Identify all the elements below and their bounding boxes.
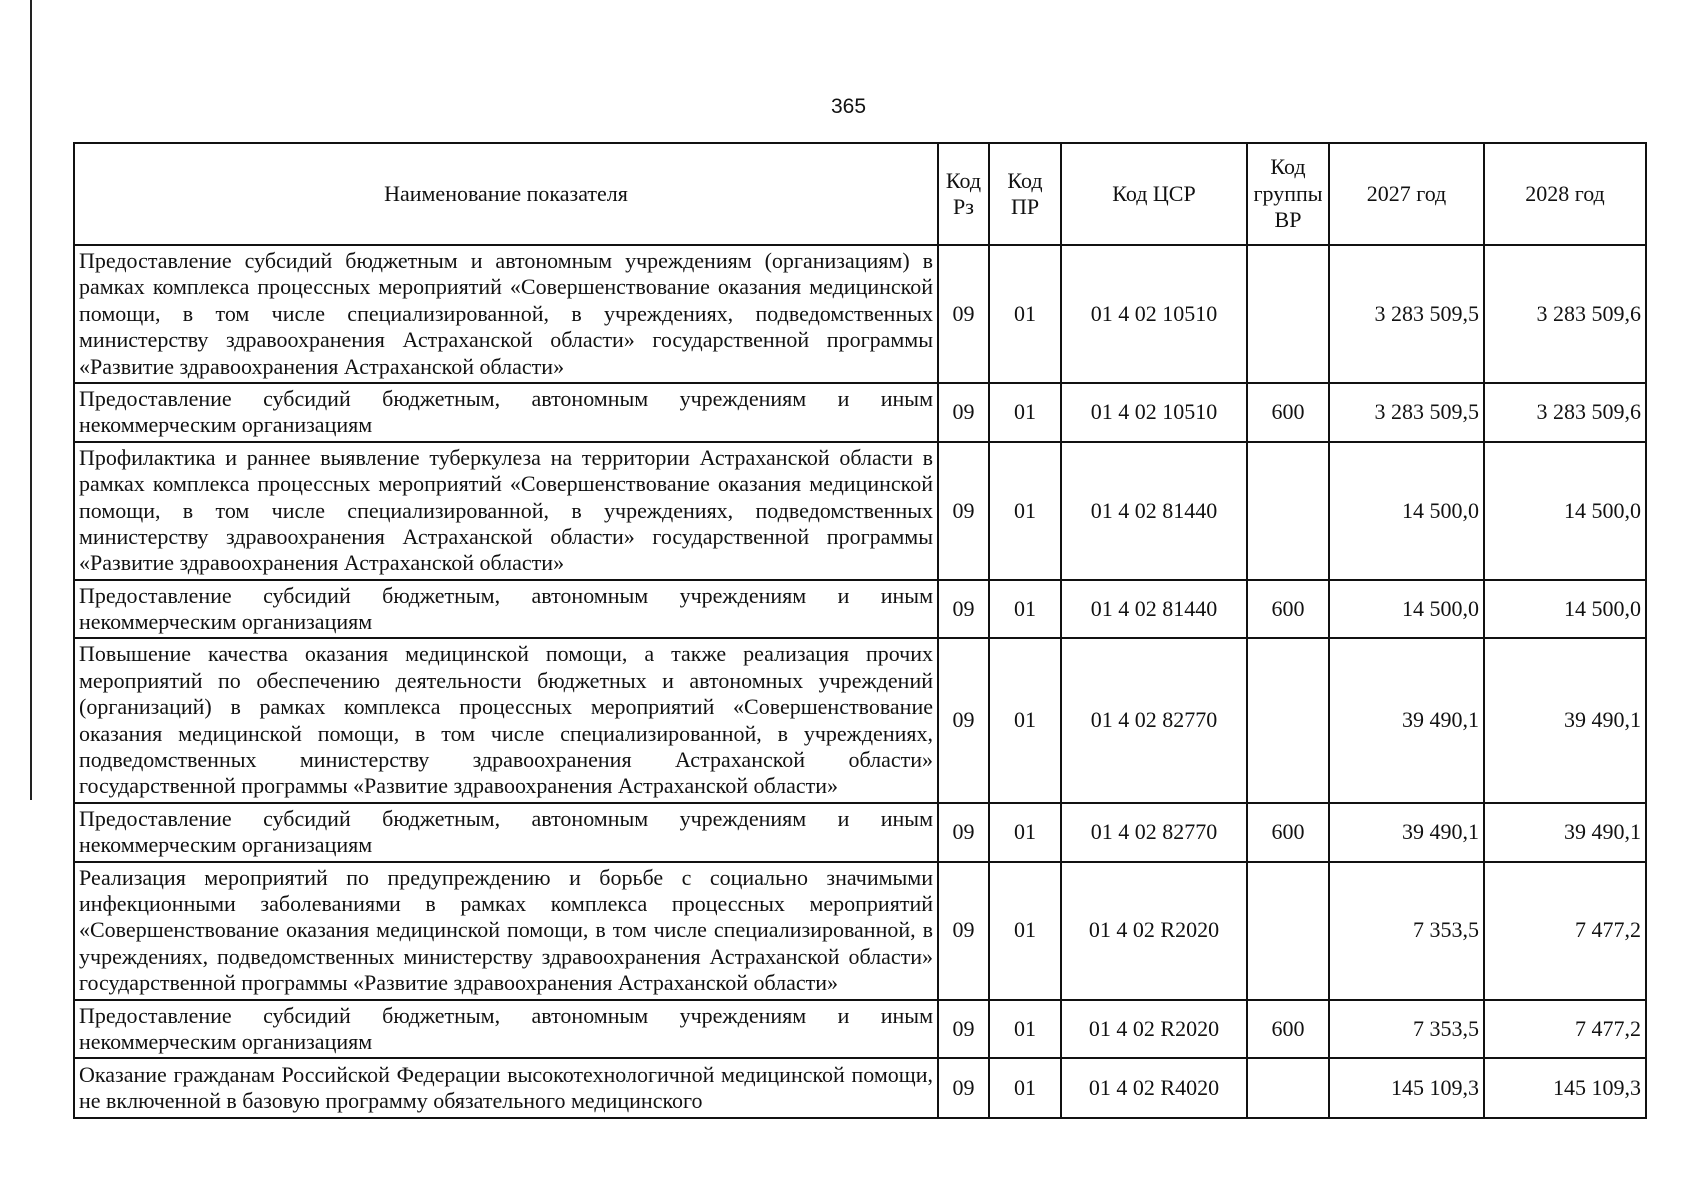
row-vr: 600	[1247, 1000, 1329, 1059]
row-2028: 39 490,1	[1484, 638, 1646, 802]
row-2028: 3 283 509,6	[1484, 245, 1646, 383]
row-rz: 09	[938, 383, 989, 442]
row-2027: 3 283 509,5	[1329, 383, 1484, 442]
row-vr	[1247, 245, 1329, 383]
table-row	[74, 580, 1646, 639]
row-name: Предоставление субсидий бюджетным и автономным учреждениям (организациям) в рамках комплекса процессных мероприятий «Совершенствование оказания медицинской помощи, в том числе специализированной, в учреждениях, подведомственных министерству здравоохранения Астраханской области» государственной программы «Развитие здравоохранения Астраханской области»	[74, 245, 938, 383]
row-2028: 14 500,0	[1484, 580, 1646, 639]
row-pr: 01	[989, 862, 1061, 1000]
table-row	[74, 803, 1646, 862]
row-pr: 01	[989, 383, 1061, 442]
row-name: Предоставление субсидий бюджетным, автономным учреждениям и иным некоммерческим организациям	[74, 383, 938, 442]
row-csr: 01 4 02 81440	[1061, 580, 1247, 639]
row-2027: 145 109,3	[1329, 1058, 1484, 1118]
row-name: Повышение качества оказания медицинской помощи, а также реализация прочих мероприятий по обеспечению деятельности бюджетных и автономных учреждений (организаций) в рамках комплекса процессных мероприятий «Совершенствование оказания медицинской помощи, в том числе специализированной, в учреждениях, подведомственных министерству здравоохранения Астраханской области» государственной программы «Развитие здравоохранения Астраханской области»	[74, 638, 938, 802]
header-row	[74, 143, 1646, 245]
table-row	[74, 383, 1646, 442]
row-rz: 09	[938, 580, 989, 639]
row-vr: 600	[1247, 383, 1329, 442]
row-rz: 09	[938, 638, 989, 802]
row-rz: 09	[938, 862, 989, 1000]
row-pr: 01	[989, 442, 1061, 580]
row-2028: 14 500,0	[1484, 442, 1646, 580]
row-name: Реализация мероприятий по предупреждению и борьбе с социально значимыми инфекционными заболеваниями в рамках комплекса процессных мероприятий «Совершенствование оказания медицинской помощи, в том числе специализированной, в учреждениях, подведомственных министерству здравоохранения Астраханской области» государственной программы «Развитие здравоохранения Астраханской области»	[74, 862, 938, 1000]
row-vr: 600	[1247, 580, 1329, 639]
row-2027: 39 490,1	[1329, 638, 1484, 802]
header-csr: Код ЦСР	[1061, 143, 1247, 245]
row-pr: 01	[989, 638, 1061, 802]
row-csr: 01 4 02 82770	[1061, 803, 1247, 862]
header-name: Наименование показателя	[74, 143, 938, 245]
row-rz: 09	[938, 1058, 989, 1118]
row-name: Профилактика и раннее выявление туберкулеза на территории Астраханской области в рамках комплекса процессных мероприятий «Совершенствование оказания медицинской помощи, в том числе специализированной, в учреждениях, подведомственных министерству здравоохранения Астраханской области» государственной программы «Развитие здравоохранения Астраханской области»	[74, 442, 938, 580]
row-pr: 01	[989, 1000, 1061, 1059]
row-2027: 14 500,0	[1329, 580, 1484, 639]
row-2027: 14 500,0	[1329, 442, 1484, 580]
header-2027: 2027 год	[1329, 143, 1484, 245]
row-name: Оказание гражданам Российской Федерации высокотехнологичной медицинской помощи, не включенной в базовую программу обязательного медицинского	[74, 1058, 938, 1118]
table-row	[74, 1000, 1646, 1059]
row-rz: 09	[938, 803, 989, 862]
budget-table	[73, 142, 1647, 1119]
header-vr: Код группы ВР	[1247, 143, 1329, 245]
row-name: Предоставление субсидий бюджетным, автономным учреждениям и иным некоммерческим организациям	[74, 580, 938, 639]
row-csr: 01 4 02 R2020	[1061, 862, 1247, 1000]
row-vr: 600	[1247, 803, 1329, 862]
margin-rule	[30, 0, 32, 800]
row-2028: 7 477,2	[1484, 862, 1646, 1000]
row-pr: 01	[989, 245, 1061, 383]
row-2028: 7 477,2	[1484, 1000, 1646, 1059]
header-2028: 2028 год	[1484, 143, 1646, 245]
table-row	[74, 638, 1646, 802]
row-vr	[1247, 1058, 1329, 1118]
row-rz: 09	[938, 245, 989, 383]
row-2027: 3 283 509,5	[1329, 245, 1484, 383]
row-vr	[1247, 638, 1329, 802]
header-pr: Код ПР	[989, 143, 1061, 245]
row-name: Предоставление субсидий бюджетным, автономным учреждениям и иным некоммерческим организациям	[74, 1000, 938, 1059]
table-row	[74, 442, 1646, 580]
row-vr	[1247, 862, 1329, 1000]
row-2027: 7 353,5	[1329, 862, 1484, 1000]
row-csr: 01 4 02 R4020	[1061, 1058, 1247, 1118]
table-row	[74, 1058, 1646, 1118]
page-number: 365	[830, 95, 867, 118]
row-name: Предоставление субсидий бюджетным, автономным учреждениям и иным некоммерческим организациям	[74, 803, 938, 862]
row-2027: 39 490,1	[1329, 803, 1484, 862]
row-rz: 09	[938, 442, 989, 580]
row-csr: 01 4 02 10510	[1061, 383, 1247, 442]
row-pr: 01	[989, 803, 1061, 862]
row-pr: 01	[989, 580, 1061, 639]
row-2027: 7 353,5	[1329, 1000, 1484, 1059]
row-2028: 145 109,3	[1484, 1058, 1646, 1118]
row-pr: 01	[989, 1058, 1061, 1118]
row-2028: 3 283 509,6	[1484, 383, 1646, 442]
row-csr: 01 4 02 82770	[1061, 638, 1247, 802]
table-row	[74, 245, 1646, 383]
row-rz: 09	[938, 1000, 989, 1059]
row-csr: 01 4 02 10510	[1061, 245, 1247, 383]
row-2028: 39 490,1	[1484, 803, 1646, 862]
row-vr	[1247, 442, 1329, 580]
row-csr: 01 4 02 R2020	[1061, 1000, 1247, 1059]
table-row	[74, 862, 1646, 1000]
header-rz: Код Рз	[938, 143, 989, 245]
row-csr: 01 4 02 81440	[1061, 442, 1247, 580]
